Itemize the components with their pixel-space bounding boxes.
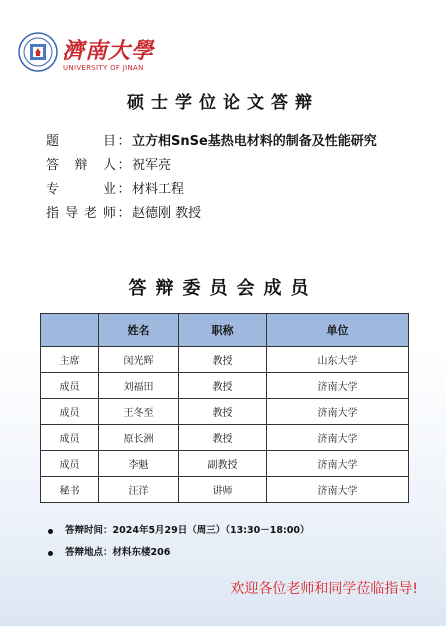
- table-cell: 济南大学: [267, 451, 409, 477]
- info-value: 材料工程: [132, 182, 185, 197]
- info-value: 祝军亮: [132, 158, 172, 173]
- table-header-cell: 职称: [179, 314, 267, 347]
- info-value: 赵德刚 教授: [132, 206, 202, 221]
- info-value: 立方相SnSe基热电材料的制备及性能研究: [132, 134, 377, 149]
- table-cell: 刘福田: [99, 373, 179, 399]
- table-cell: 教授: [179, 399, 267, 425]
- document-title: 硕士学位论文答辩: [127, 93, 319, 113]
- table-header-cell: 单位: [267, 314, 409, 347]
- info-row: [46, 178, 377, 202]
- table-cell: 济南大学: [267, 477, 409, 503]
- info-row: [46, 130, 377, 154]
- university-seal-icon: [18, 32, 58, 72]
- table-cell: 济南大学: [267, 373, 409, 399]
- table-header-cell: 姓名: [99, 314, 179, 347]
- table-cell: 主席: [41, 347, 99, 373]
- detail-item: [48, 520, 310, 542]
- welcome-message: 欢迎各位老师和同学莅临指导!: [230, 581, 418, 597]
- table-row: [41, 373, 409, 399]
- committee-title: 答辩委员会成员: [128, 278, 318, 299]
- table-cell: 成员: [41, 399, 99, 425]
- table-cell: 教授: [179, 347, 267, 373]
- table-cell: 汪洋: [99, 477, 179, 503]
- table-cell: 济南大学: [267, 425, 409, 451]
- table-row: [41, 347, 409, 373]
- table-cell: 教授: [179, 425, 267, 451]
- info-colon: ：: [117, 182, 131, 197]
- bullet-dot-icon: [48, 551, 53, 556]
- info-label: 题 目: [46, 134, 116, 149]
- defense-details: [48, 520, 310, 564]
- info-colon: ：: [117, 134, 131, 149]
- table-cell: 教授: [179, 373, 267, 399]
- table-header-cell: [41, 314, 99, 347]
- table-cell: 秘书: [41, 477, 99, 503]
- table-row: [41, 451, 409, 477]
- info-colon: ：: [117, 206, 131, 221]
- table-cell: 原长洲: [99, 425, 179, 451]
- table-cell: 成员: [41, 425, 99, 451]
- table-header-row: [41, 314, 409, 347]
- info-label: 答 辩 人: [46, 158, 116, 173]
- table-cell: 闵光辉: [99, 347, 179, 373]
- bullet-dot-icon: [48, 529, 53, 534]
- info-row: [46, 202, 377, 226]
- university-logo-subtitle: UNIVERSITY OF JINAN: [63, 64, 144, 72]
- table-cell: 讲师: [179, 477, 267, 503]
- defense-info: [46, 130, 377, 226]
- table-cell: 成员: [41, 373, 99, 399]
- detail-text: 答辩时间：2024年5月29日（周三）（13:30－18:00）: [65, 525, 310, 536]
- table-cell: 山东大学: [267, 347, 409, 373]
- table-row: [41, 477, 409, 503]
- info-label: 专 业: [46, 182, 116, 197]
- info-label: 指 导 老 师: [46, 206, 116, 221]
- info-row: [46, 154, 377, 178]
- table-row: [41, 399, 409, 425]
- detail-text: 答辩地点：材料东楼206: [65, 547, 171, 558]
- info-colon: ：: [117, 158, 131, 173]
- table-cell: 副教授: [179, 451, 267, 477]
- committee-table: [40, 313, 409, 503]
- detail-item: [48, 542, 310, 564]
- table-cell: 王冬至: [99, 399, 179, 425]
- table-cell: 济南大学: [267, 399, 409, 425]
- table-row: [41, 425, 409, 451]
- table-cell: 李魁: [99, 451, 179, 477]
- university-logo-text: 濟南大學: [62, 38, 155, 64]
- table-cell: 成员: [41, 451, 99, 477]
